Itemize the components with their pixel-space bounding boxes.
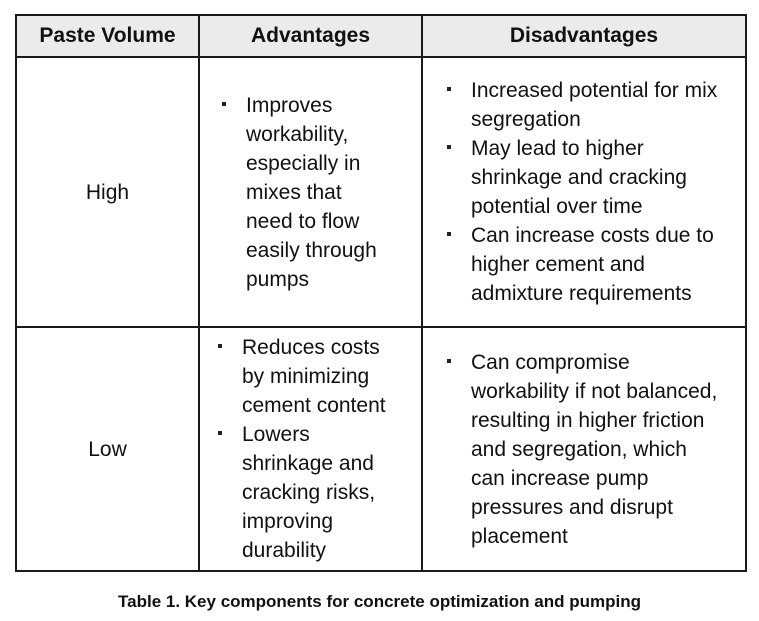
header-paste-volume: Paste Volume: [16, 15, 199, 57]
disadvantages-list: [439, 76, 719, 308]
header-row: [16, 15, 746, 57]
table-row-low: [16, 327, 746, 571]
paste-volume-cell: High: [16, 57, 199, 327]
advantages-list: [214, 91, 384, 294]
disadvantages-cell: [422, 57, 746, 327]
bullet-item: Improves workability, especially in mixes that need to flow easily through pumps: [214, 91, 384, 294]
disadvantages-cell: [422, 327, 746, 571]
table-row-high: [16, 57, 746, 327]
bullet-item: Can compromise workability if not balanced, resulting in higher friction and segregation, which can increase pump pressures and disrupt placement: [439, 348, 725, 551]
bullet-item: Can increase costs due to higher cement and admixture requirements: [439, 221, 719, 308]
paste-volume-cell: Low: [16, 327, 199, 571]
comparison-table: [15, 14, 747, 572]
header-advantages: Advantages: [199, 15, 422, 57]
table-caption: Table 1. Key components for concrete optimization and pumping: [118, 592, 641, 611]
bullet-item: Increased potential for mix segregation: [439, 76, 719, 134]
advantages-cell: [199, 327, 422, 571]
bullet-item: Reduces costs by minimizing cement content: [210, 333, 390, 420]
advantages-list: [210, 333, 390, 565]
disadvantages-list: [439, 348, 725, 551]
advantages-cell: [199, 57, 422, 327]
header-disadvantages: Disadvantages: [422, 15, 746, 57]
bullet-item: May lead to higher shrinkage and cracking potential over time: [439, 134, 719, 221]
bullet-item: Lowers shrinkage and cracking risks, improving durability: [210, 420, 390, 565]
